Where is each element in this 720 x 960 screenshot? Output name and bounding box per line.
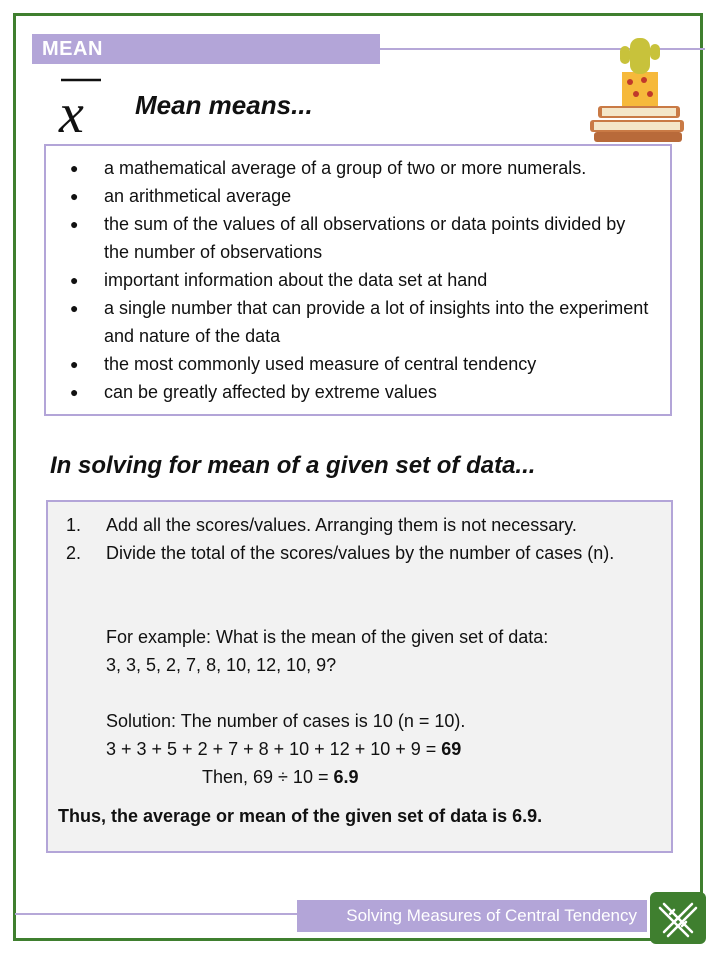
conclusion: Thus, the average or mean of the given set of data is 6.9. — [58, 806, 543, 826]
solution-line: Solution: The number of cases is 10 (n = 10). — [106, 711, 466, 731]
division-result: 6.9 — [333, 767, 359, 787]
list-item: ● a single number that can provide a lot of insights into the experiment and nature of the data — [70, 298, 649, 346]
definitions-list — [46, 146, 670, 406]
list-item: ● a mathematical average of a group of two or more numerals. — [70, 158, 587, 178]
footer-label: Solving Measures of Central Tendency — [297, 900, 647, 932]
list-item: ● an arithmetical average — [70, 186, 292, 206]
example-data: 3, 3, 5, 2, 7, 8, 10, 12, 10, 9? — [106, 655, 337, 675]
pencil-ruler-icon — [650, 892, 706, 944]
footer-divider — [15, 913, 315, 915]
list-item: ● important information about the data set at hand — [70, 270, 488, 290]
example-prompt: For example: What is the mean of the given set of data: — [106, 627, 549, 647]
section-badge: MEAN — [32, 34, 380, 64]
cactus-on-books-icon — [584, 32, 690, 144]
x-bar-symbol-icon — [55, 76, 105, 138]
svg-text:x: x — [59, 83, 84, 138]
list-item: ● can be greatly affected by extreme values — [70, 382, 437, 402]
page-title: Mean means... — [135, 90, 313, 120]
division-line: Then, 69 ÷ 10 = 6.9 — [202, 767, 359, 787]
sum-line: 3 + 3 + 5 + 2 + 7 + 8 + 10 + 12 + 10 + 9 = 69 — [106, 739, 462, 759]
solving-box: 1. Add all the scores/values. Arranging them is not necessary. 2. Divide the total of the scores/values by the number of cases (n). For example: What is the mean of the given set of data: 3, 3, 5, 2, 7, 8, 10, 12, 10, 9? Solution: The number of cases is 10 (n = 10). 3 + 3 + 5 + 2 + 7 + 8 + 10 + 12 + 10 + 9 = 69 Then, 69 ÷ 10 = 6.9 Thus, the average or mean of the given set of data is 6.9. — [46, 500, 673, 853]
footer-logo — [650, 892, 706, 944]
list-item: ● the sum of the values of all observations or data points divided by the number of observations — [70, 214, 626, 262]
solving-heading: In solving for mean of a given set of data... — [50, 452, 536, 479]
list-item: ● the most commonly used measure of central tendency — [70, 354, 537, 374]
definitions-box — [44, 144, 672, 416]
sum-result: 69 — [441, 739, 462, 759]
